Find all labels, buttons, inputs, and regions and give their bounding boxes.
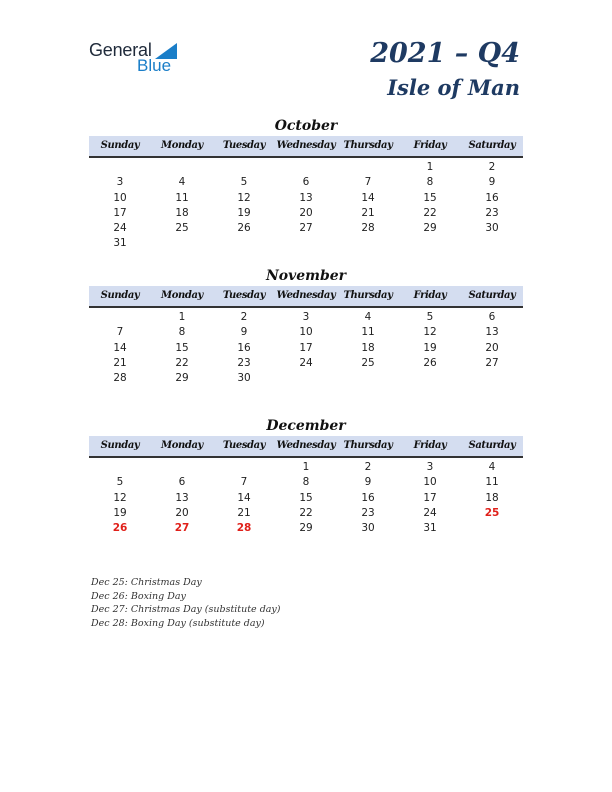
day-cell: 4 — [178, 176, 186, 189]
day-cell: 30 — [237, 372, 251, 385]
day-cell: 3 — [116, 176, 124, 189]
day-cell: 3 — [302, 311, 310, 323]
day-cell: 23 — [237, 356, 251, 369]
day-cell: 27 — [174, 522, 190, 535]
week-row — [89, 160, 523, 175]
week-row — [89, 325, 523, 340]
day-cell: 11 — [361, 326, 375, 339]
day-cell: 13 — [175, 491, 189, 504]
day-cell: 12 — [423, 326, 437, 339]
day-cell — [151, 460, 213, 475]
page-header — [370, 36, 520, 102]
day-cell — [399, 236, 461, 251]
day-grid — [89, 160, 523, 252]
day-cell: 22 — [299, 506, 313, 519]
day-cell: 14 — [237, 491, 251, 504]
day-cell: 1 — [426, 161, 434, 173]
day-cell: 15 — [299, 491, 313, 504]
weekday-label: Wednesday — [276, 140, 336, 151]
day-cell: 9 — [240, 326, 248, 339]
day-cell: 19 — [237, 206, 251, 219]
weekday-label: Wednesday — [276, 440, 336, 451]
day-cell: 4 — [488, 461, 496, 473]
day-cell: 1 — [178, 311, 186, 323]
weekday-label: Friday — [413, 440, 447, 451]
week-row — [89, 460, 523, 475]
month-name: December — [266, 418, 346, 434]
day-cell: 8 — [302, 476, 310, 489]
page-subtitle: Isle of Man — [387, 75, 520, 100]
day-cell: 17 — [423, 491, 437, 504]
day-cell: 15 — [423, 191, 437, 204]
month-calendar — [89, 266, 523, 386]
day-cell: 29 — [175, 372, 189, 385]
day-cell: 6 — [302, 176, 310, 189]
day-cell: 6 — [488, 311, 496, 323]
weekday-label: Sunday — [100, 140, 140, 151]
day-cell: 21 — [361, 206, 375, 219]
holiday-note: Dec 25: Christmas Day — [91, 577, 202, 588]
day-cell: 10 — [299, 326, 313, 339]
weekday-label: Monday — [161, 290, 203, 301]
holiday-note: Dec 26: Boxing Day — [91, 590, 186, 602]
logo-text-general: General — [89, 40, 152, 60]
month-calendar — [89, 416, 523, 536]
week-row — [89, 475, 523, 490]
week-row — [89, 521, 523, 536]
day-cell: 24 — [423, 506, 437, 519]
day-cell: 13 — [299, 191, 313, 204]
month-name: November — [265, 268, 347, 284]
day-cell: 29 — [423, 222, 437, 235]
day-cell: 11 — [175, 191, 189, 204]
weekday-header — [89, 136, 523, 158]
day-cell — [89, 160, 151, 175]
day-cell: 10 — [423, 476, 437, 489]
week-row — [89, 206, 523, 221]
week-row — [89, 491, 523, 506]
generalblue-logo — [89, 40, 189, 76]
weekday-label: Thursday — [343, 290, 393, 301]
week-row — [89, 371, 523, 386]
day-cell: 12 — [237, 191, 251, 204]
day-cell: 15 — [175, 341, 189, 354]
day-cell: 30 — [485, 222, 499, 235]
weekday-label: Wednesday — [276, 290, 336, 301]
weekday-label: Tuesday — [222, 440, 266, 451]
day-cell — [337, 371, 399, 386]
day-cell: 18 — [361, 341, 375, 354]
week-row — [89, 310, 523, 325]
day-cell: 5 — [426, 311, 434, 323]
weekday-label: Friday — [413, 140, 447, 151]
weekday-label: Monday — [161, 440, 203, 451]
weekday-label: Thursday — [343, 440, 393, 451]
day-cell: 23 — [361, 506, 375, 519]
day-cell — [461, 371, 523, 386]
holiday-note: Dec 28: Boxing Day (substitute day) — [91, 617, 265, 629]
day-cell: 25 — [361, 356, 375, 369]
day-cell: 10 — [113, 191, 127, 204]
weekday-label: Sunday — [100, 440, 140, 451]
day-cell: 25 — [175, 222, 189, 235]
month-calendar — [89, 116, 523, 252]
month-name: October — [274, 118, 338, 134]
day-cell: 29 — [299, 522, 313, 535]
day-cell: 14 — [361, 191, 375, 204]
day-cell — [213, 460, 275, 475]
day-cell: 20 — [175, 506, 189, 519]
day-cell: 19 — [423, 341, 437, 354]
day-cell: 24 — [113, 222, 127, 235]
day-cell: 16 — [485, 191, 499, 204]
day-cell: 5 — [116, 476, 124, 489]
week-row — [89, 356, 523, 371]
week-row — [89, 191, 523, 206]
day-cell — [399, 371, 461, 386]
day-cell: 14 — [113, 341, 127, 354]
day-cell: 26 — [237, 222, 251, 235]
day-cell: 28 — [236, 522, 252, 535]
week-row — [89, 175, 523, 190]
day-cell: 3 — [426, 461, 434, 473]
day-cell — [213, 236, 275, 251]
day-grid — [89, 310, 523, 386]
day-cell: 27 — [299, 222, 313, 235]
day-cell: 8 — [426, 176, 434, 189]
day-cell: 12 — [113, 491, 127, 504]
weekday-label: Saturday — [468, 440, 516, 451]
weekday-label: Tuesday — [222, 290, 266, 301]
day-cell: 7 — [116, 326, 124, 339]
day-cell: 7 — [364, 176, 372, 189]
day-cell: 21 — [113, 356, 127, 369]
weekday-label: Saturday — [468, 140, 516, 151]
day-cell — [337, 160, 399, 175]
day-cell: 22 — [423, 206, 437, 219]
weekday-header — [89, 436, 523, 458]
day-cell: 16 — [237, 341, 251, 354]
day-cell — [275, 371, 337, 386]
holiday-notes — [91, 576, 281, 630]
day-cell — [151, 236, 213, 251]
weekday-label: Saturday — [468, 290, 516, 301]
day-cell — [151, 160, 213, 175]
week-row — [89, 506, 523, 521]
day-cell: 28 — [113, 372, 127, 385]
day-cell: 28 — [361, 222, 375, 235]
weekday-label: Friday — [413, 290, 447, 301]
week-row — [89, 236, 523, 251]
day-cell — [213, 160, 275, 175]
day-cell: 5 — [240, 176, 248, 189]
day-cell: 11 — [485, 476, 499, 489]
day-cell: 17 — [113, 206, 127, 219]
day-cell: 1 — [302, 461, 310, 473]
page-title: 2021 – Q4 — [370, 38, 520, 69]
day-cell: 7 — [240, 476, 248, 489]
day-cell — [337, 236, 399, 251]
weekday-label: Tuesday — [222, 140, 266, 151]
day-cell: 20 — [299, 206, 313, 219]
day-cell: 22 — [175, 356, 189, 369]
holiday-note: Dec 27: Christmas Day (substitute day) — [91, 604, 281, 615]
day-cell — [461, 521, 523, 536]
day-cell: 23 — [485, 206, 499, 219]
day-cell: 21 — [237, 506, 251, 519]
day-cell: 18 — [175, 206, 189, 219]
day-cell: 20 — [485, 341, 499, 354]
week-row — [89, 341, 523, 356]
day-cell: 2 — [240, 311, 248, 323]
day-cell: 13 — [485, 326, 499, 339]
day-cell — [89, 460, 151, 475]
weekday-label: Thursday — [343, 140, 393, 151]
weekday-header — [89, 286, 523, 308]
day-cell — [89, 310, 151, 325]
day-cell — [275, 160, 337, 175]
day-cell: 25 — [484, 506, 500, 519]
day-cell: 6 — [178, 476, 186, 489]
day-cell: 31 — [423, 522, 437, 535]
day-cell: 16 — [361, 491, 375, 504]
week-row — [89, 221, 523, 236]
day-cell: 19 — [113, 506, 127, 519]
day-cell — [461, 236, 523, 251]
day-cell: 9 — [364, 476, 372, 489]
day-cell: 17 — [299, 341, 313, 354]
day-grid — [89, 460, 523, 536]
day-cell: 31 — [113, 237, 127, 250]
day-cell: 4 — [364, 311, 372, 323]
day-cell: 2 — [488, 161, 496, 173]
logo-text-blue: Blue — [137, 56, 172, 75]
day-cell: 9 — [488, 176, 496, 189]
day-cell: 27 — [485, 356, 499, 369]
day-cell: 24 — [299, 356, 313, 369]
day-cell: 8 — [178, 326, 186, 339]
day-cell: 30 — [361, 522, 375, 535]
day-cell: 18 — [485, 491, 499, 504]
day-cell: 26 — [112, 522, 128, 535]
day-cell: 26 — [423, 356, 437, 369]
day-cell: 2 — [364, 461, 372, 473]
weekday-label: Monday — [161, 140, 203, 151]
weekday-label: Sunday — [100, 290, 140, 301]
day-cell — [275, 236, 337, 251]
